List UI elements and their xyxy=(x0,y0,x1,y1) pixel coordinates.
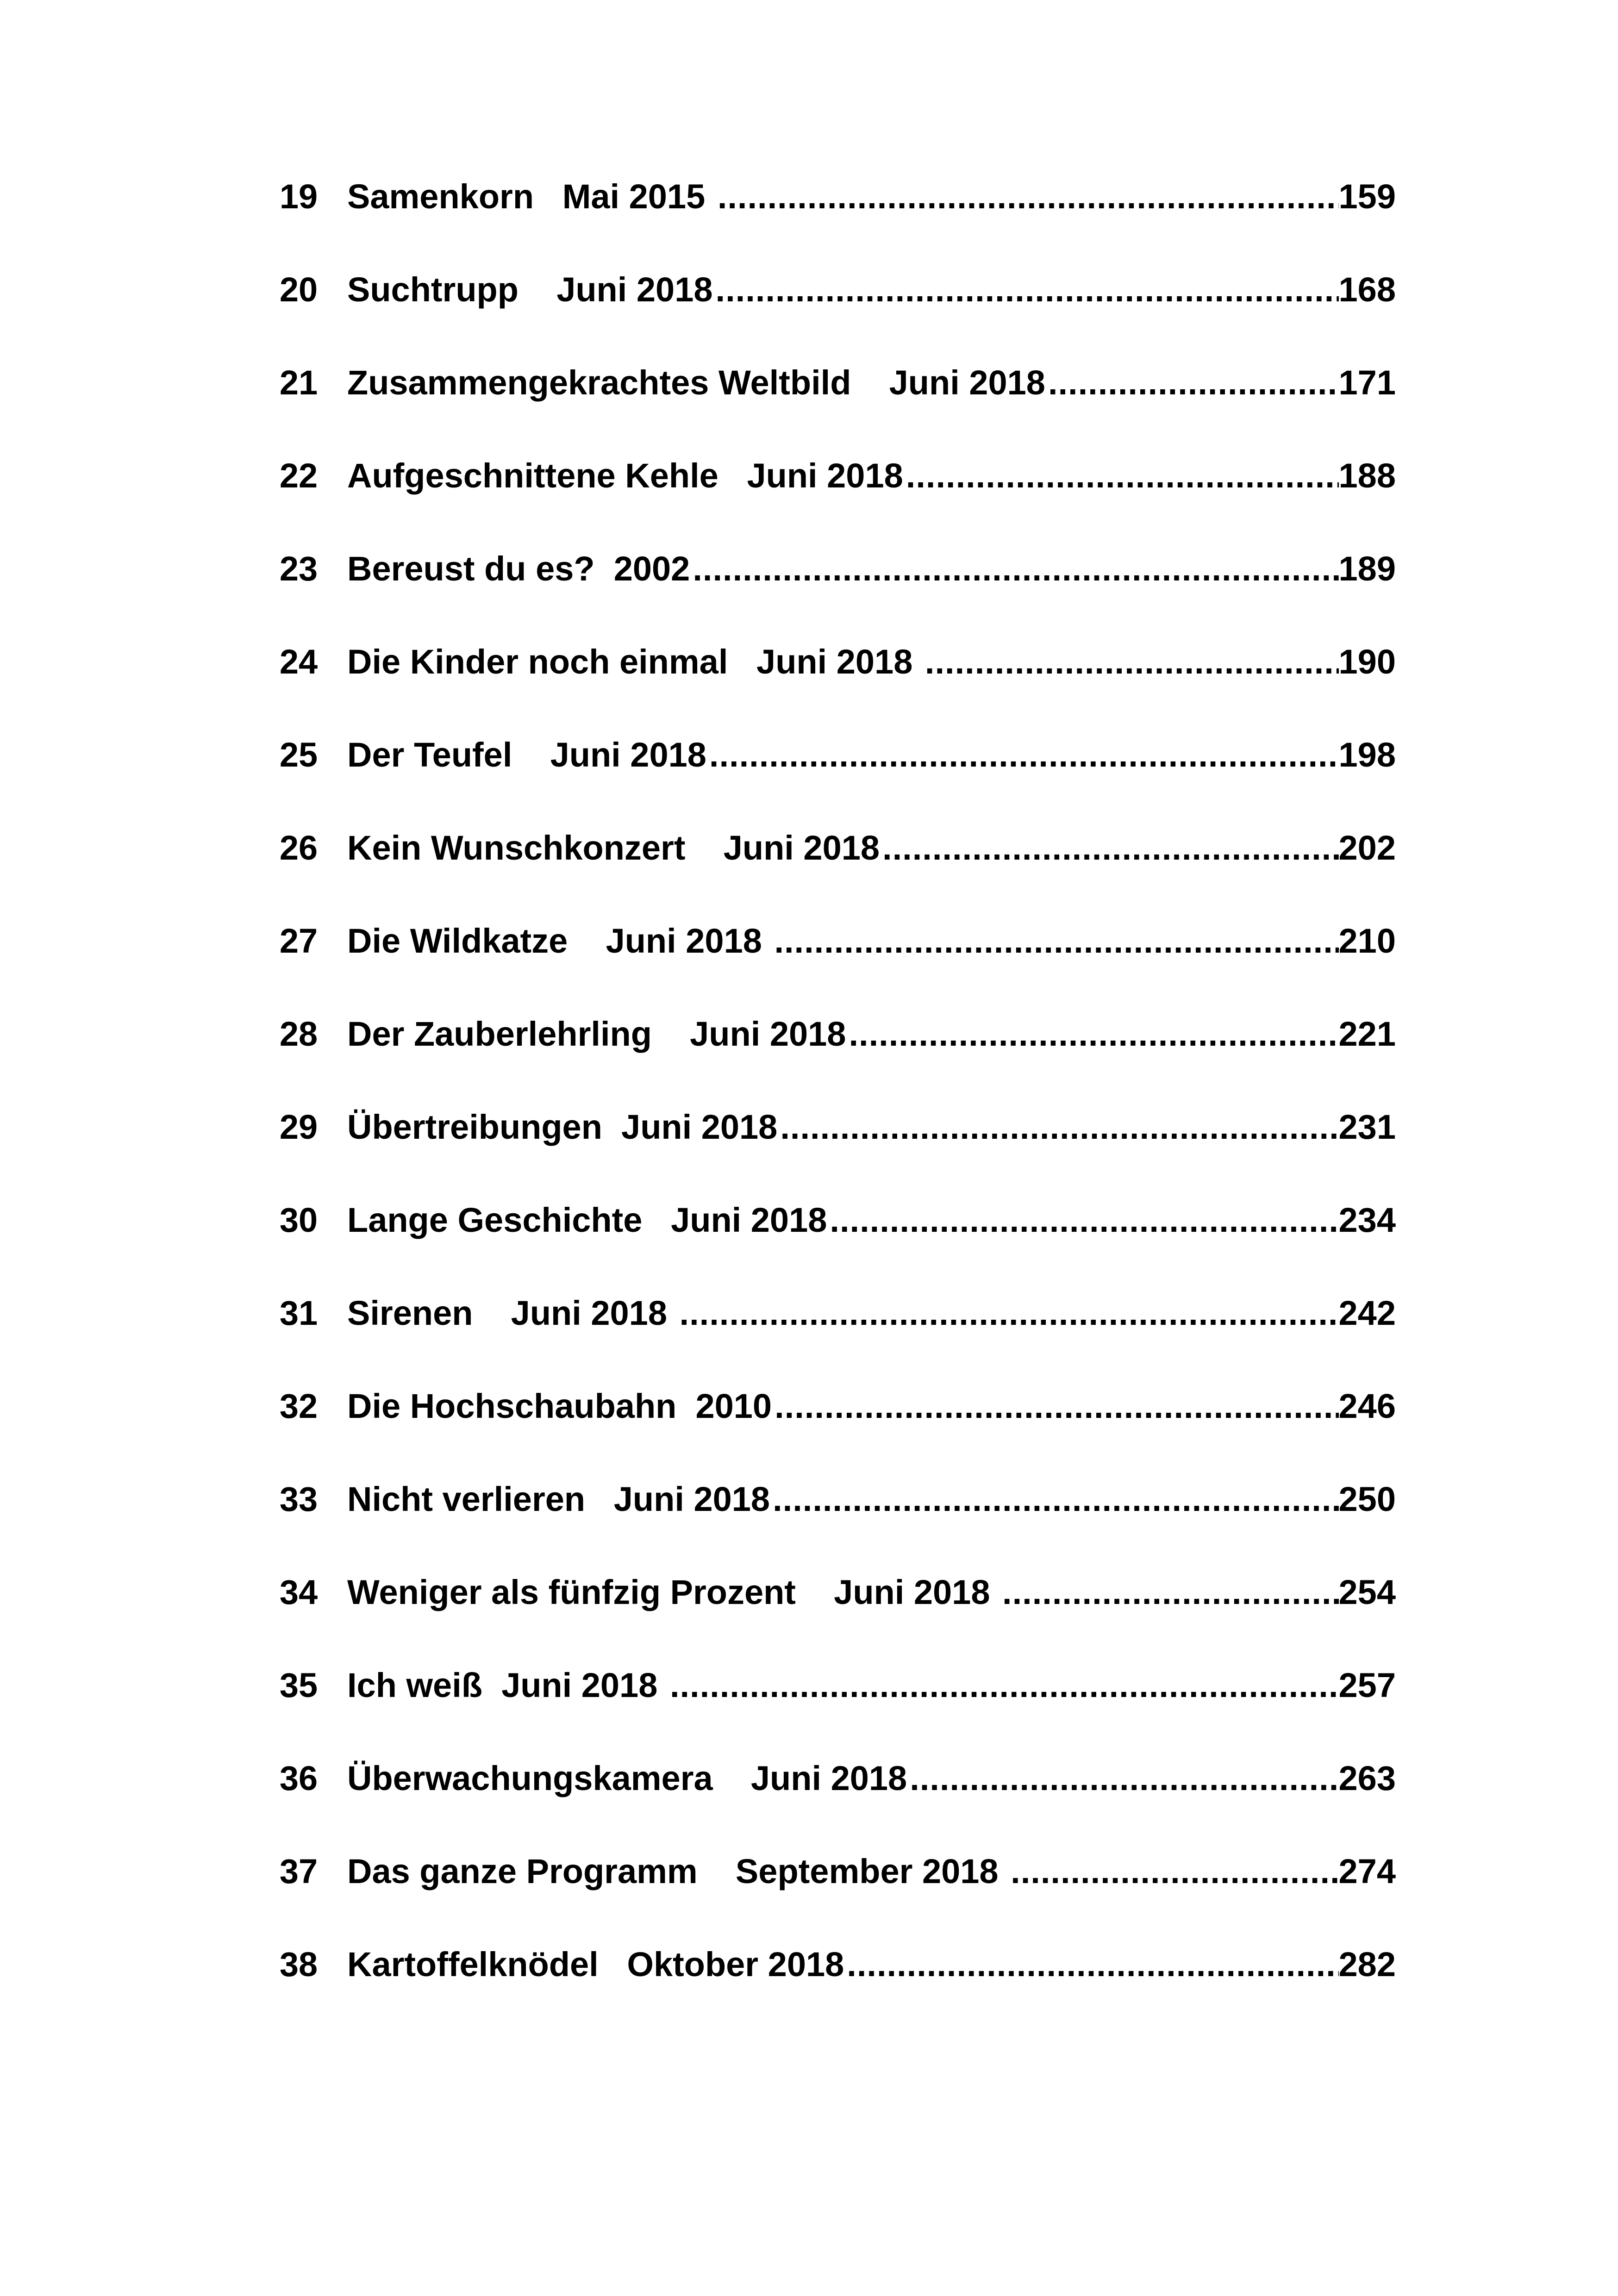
dot-leader xyxy=(847,1941,1338,1988)
dot-leader xyxy=(680,1290,1339,1336)
chapter-number: 19 xyxy=(279,177,318,216)
chapter-number: 24 xyxy=(279,643,318,681)
page-number: 234 xyxy=(1338,1201,1396,1239)
chapter-number: 25 xyxy=(279,736,318,774)
chapter-title: Aufgeschnittene Kehle Juni 2018 xyxy=(347,456,903,495)
page-number: 168 xyxy=(1338,270,1396,309)
toc-entry xyxy=(250,360,1396,453)
page-number: 231 xyxy=(1338,1108,1396,1146)
dot-leader xyxy=(774,918,1338,964)
table-of-contents xyxy=(250,174,1396,2034)
chapter-number: 29 xyxy=(279,1108,318,1146)
page-number: 188 xyxy=(1338,456,1396,495)
dot-leader xyxy=(693,546,1338,592)
chapter-number: 27 xyxy=(279,922,318,960)
toc-entry xyxy=(250,267,1396,360)
page-number: 254 xyxy=(1338,1573,1396,1611)
chapter-number: 30 xyxy=(279,1201,318,1239)
dot-leader xyxy=(882,825,1338,871)
chapter-number: 35 xyxy=(279,1666,318,1704)
dot-leader xyxy=(925,639,1339,685)
chapter-title: Überwachungskamera Juni 2018 xyxy=(347,1759,907,1797)
dot-leader xyxy=(709,732,1339,778)
chapter-title: Übertreibungen Juni 2018 xyxy=(347,1108,778,1146)
page-number: 171 xyxy=(1338,363,1396,402)
chapter-number: 33 xyxy=(279,1480,318,1518)
chapter-number: 31 xyxy=(279,1294,318,1332)
page-number: 202 xyxy=(1338,829,1396,867)
chapter-number: 37 xyxy=(279,1852,318,1890)
page-number: 210 xyxy=(1338,922,1396,960)
page-number: 250 xyxy=(1338,1480,1396,1518)
chapter-title: Der Teufel Juni 2018 xyxy=(347,736,706,774)
toc-entry xyxy=(250,732,1396,825)
toc-entry xyxy=(250,546,1396,639)
dot-leader xyxy=(1011,1848,1338,1895)
chapter-title: Das ganze Programm September 2018 xyxy=(347,1852,1008,1890)
page-number: 246 xyxy=(1338,1387,1396,1425)
toc-entry xyxy=(250,639,1396,732)
chapter-title: Die Kinder noch einmal Juni 2018 xyxy=(347,643,922,681)
chapter-title: Kein Wunschkonzert Juni 2018 xyxy=(347,829,880,867)
toc-entry xyxy=(250,174,1396,267)
chapter-title: Suchtrupp Juni 2018 xyxy=(347,270,713,309)
toc-entry xyxy=(250,1290,1396,1383)
chapter-title: Kartoffelknödel Oktober 2018 xyxy=(347,1945,844,1984)
chapter-number: 26 xyxy=(279,829,318,867)
page-number: 189 xyxy=(1338,549,1396,588)
page-number: 221 xyxy=(1338,1015,1396,1053)
chapter-title: Nicht verlieren Juni 2018 xyxy=(347,1480,770,1518)
chapter-title: Samenkorn Mai 2015 xyxy=(347,177,715,216)
toc-entry xyxy=(250,1011,1396,1104)
toc-entry xyxy=(250,1104,1396,1197)
dot-leader xyxy=(1002,1569,1338,1616)
chapter-title: Zusammengekrachtes Weltbild Juni 2018 xyxy=(347,363,1045,402)
dot-leader xyxy=(849,1011,1338,1057)
chapter-title: Lange Geschichte Juni 2018 xyxy=(347,1201,827,1239)
dot-leader xyxy=(775,1383,1338,1429)
dot-leader xyxy=(1048,360,1339,406)
dot-leader xyxy=(910,1755,1338,1802)
toc-entry xyxy=(250,1569,1396,1662)
chapter-number: 36 xyxy=(279,1759,318,1797)
page-number: 263 xyxy=(1338,1759,1396,1797)
toc-entry xyxy=(250,1941,1396,2034)
page-number: 198 xyxy=(1338,736,1396,774)
chapter-number: 23 xyxy=(279,549,318,588)
dot-leader xyxy=(830,1197,1338,1243)
page-number: 190 xyxy=(1338,643,1396,681)
chapter-title: Die Hochschaubahn 2010 xyxy=(347,1387,772,1425)
chapter-number: 38 xyxy=(279,1945,318,1984)
page-number: 159 xyxy=(1338,177,1396,216)
toc-entry xyxy=(250,825,1396,918)
chapter-number: 21 xyxy=(279,363,318,402)
chapter-title: Bereust du es? 2002 xyxy=(347,549,690,588)
dot-leader xyxy=(906,453,1339,499)
page-number: 274 xyxy=(1338,1852,1396,1890)
chapter-number: 28 xyxy=(279,1015,318,1053)
dot-leader xyxy=(780,1104,1338,1150)
chapter-number: 32 xyxy=(279,1387,318,1425)
chapter-title: Sirenen Juni 2018 xyxy=(347,1294,677,1332)
toc-entry xyxy=(250,1848,1396,1941)
chapter-title: Der Zauberlehrling Juni 2018 xyxy=(347,1015,846,1053)
chapter-title: Die Wildkatze Juni 2018 xyxy=(347,922,772,960)
chapter-number: 22 xyxy=(279,456,318,495)
toc-entry xyxy=(250,1755,1396,1848)
dot-leader xyxy=(716,267,1339,313)
chapter-title: Weniger als fünfzig Prozent Juni 2018 xyxy=(347,1573,1000,1611)
dot-leader xyxy=(670,1662,1339,1709)
dot-leader xyxy=(718,174,1339,220)
page-number: 257 xyxy=(1338,1666,1396,1704)
page-number: 282 xyxy=(1338,1945,1396,1984)
chapter-number: 20 xyxy=(279,270,318,309)
page-number: 242 xyxy=(1338,1294,1396,1332)
chapter-number: 34 xyxy=(279,1573,318,1611)
toc-entry xyxy=(250,1383,1396,1476)
dot-leader xyxy=(773,1476,1338,1522)
toc-entry xyxy=(250,453,1396,546)
toc-entry xyxy=(250,918,1396,1011)
toc-entry xyxy=(250,1662,1396,1755)
chapter-title: Ich weiß Juni 2018 xyxy=(347,1666,667,1704)
toc-entry xyxy=(250,1197,1396,1290)
toc-entry xyxy=(250,1476,1396,1569)
